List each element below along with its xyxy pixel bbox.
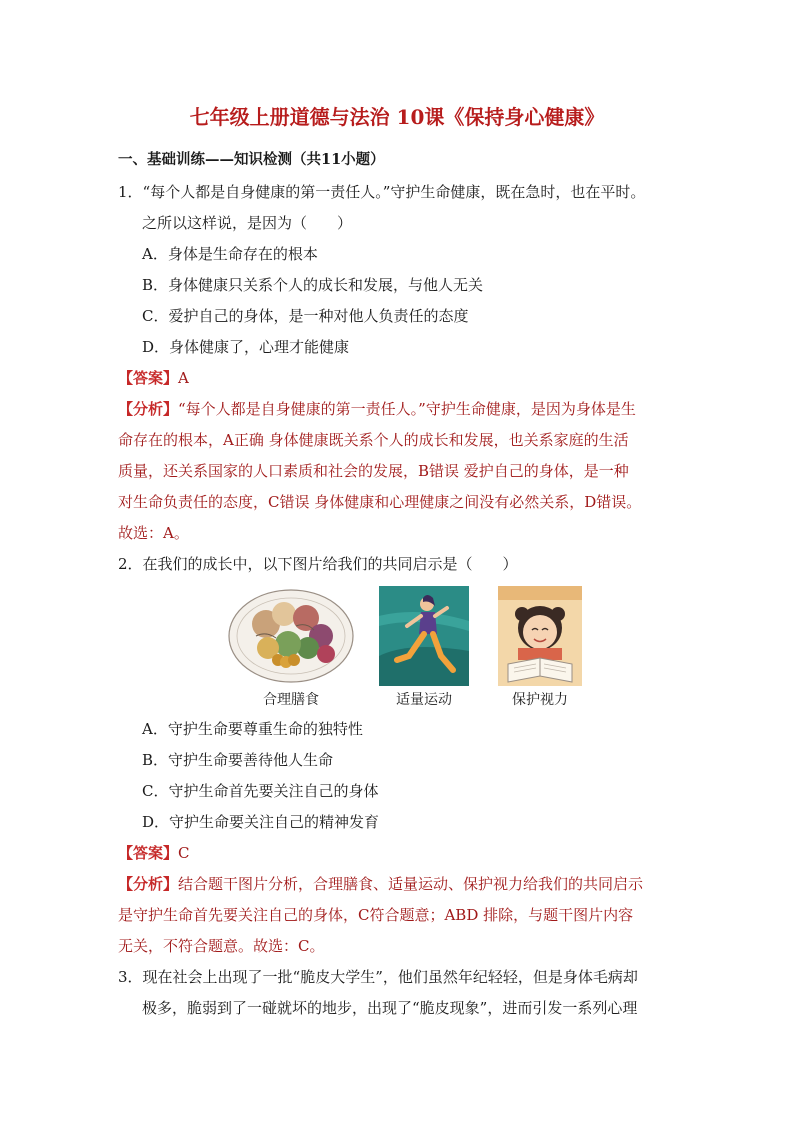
q2-analysis-line3: 无关，不符合题意。故选：C。 (118, 937, 325, 955)
q1-stem-line1: 1．“每个人都是自身健康的第一责任人。”守护生命健康，既在急时，也在平时。 (118, 183, 646, 201)
balanced-diet-image (226, 586, 356, 686)
q1-option-a: A．身体是生命存在的根本 (142, 245, 318, 263)
q2-analysis-line2: 是守护生命首先要关注自己的身体，C符合题意；ABD 排除，与题干图片内容 (118, 906, 634, 924)
q2-option-d: D．守护生命要关注自己的精神发育 (142, 813, 380, 831)
document-title: 七年级上册道德与法治 10课《保持身心健康》 (189, 105, 605, 129)
answer-value: C (178, 844, 190, 862)
exercise-image (379, 586, 469, 686)
caption-exercise: 适量运动 (396, 692, 452, 708)
answer-value: A (178, 369, 189, 387)
caption-eyesight: 保护视力 (512, 692, 568, 708)
answer-tag: 【答案】 (118, 369, 179, 387)
q2-analysis-line1 (118, 873, 643, 895)
q2-option-a: A．守护生命要尊重生命的独特性 (142, 720, 363, 738)
q1-analysis-line5: 故选：A。 (118, 524, 189, 542)
answer-tag: 【答案】 (118, 844, 179, 862)
q1-analysis-line4: 对生命负责任的态度，C错误 身体健康和心理健康之间没有必然关系，D错误。 (118, 493, 642, 511)
q1-stem-line2: 之所以这样说，是因为（ ） (142, 214, 353, 232)
analysis-tag: 【分析】 (118, 400, 179, 418)
q1-option-d: D．身体健康了，心理才能健康 (142, 338, 350, 356)
q1-analysis-line2: 命存在的根本，A正确 身体健康既关系个人的成长和发展，也关系家庭的生活 (118, 431, 629, 449)
q1-option-c: C．爱护自己的身体，是一种对他人负责任的态度 (142, 307, 469, 325)
analysis-text: 结合题干图片分析，合理膳食、适量运动、保护视力给我们的共同启示 (178, 875, 644, 893)
section-heading: 一、基础训练——知识检测（共11小题） (118, 151, 385, 168)
q2-stem: 2．在我们的成长中，以下图片给我们的共同启示是（ ） (118, 555, 518, 573)
q1-answer (118, 367, 189, 389)
q2-option-b: B．守护生命要善待他人生命 (142, 751, 334, 769)
analysis-tag: 【分析】 (118, 875, 179, 893)
q1-analysis-line3: 质量，还关系国家的人口素质和社会的发展，B错误 爱护自己的身体，是一种 (118, 462, 629, 480)
caption-balanced-diet: 合理膳食 (263, 692, 319, 708)
q3-stem-line2: 极多，脆弱到了一碰就坏的地步，出现了“脆皮现象”，进而引发一系列心理 (142, 999, 638, 1017)
q2-answer (118, 842, 190, 864)
q3-stem-line1: 3．现在社会上出现了一批“脆皮大学生”，他们虽然年纪轻轻，但是身体毛病却 (118, 968, 638, 986)
eyesight-image (498, 586, 582, 686)
q2-option-c: C．守护生命首先要关注自己的身体 (142, 782, 379, 800)
q1-analysis-line1 (118, 398, 636, 420)
analysis-text: “每个人都是自身健康的第一责任人。”守护生命健康，是因为身体是生 (178, 400, 636, 418)
q1-option-b: B．身体健康只关系个人的成长和发展，与他人无关 (142, 276, 484, 294)
